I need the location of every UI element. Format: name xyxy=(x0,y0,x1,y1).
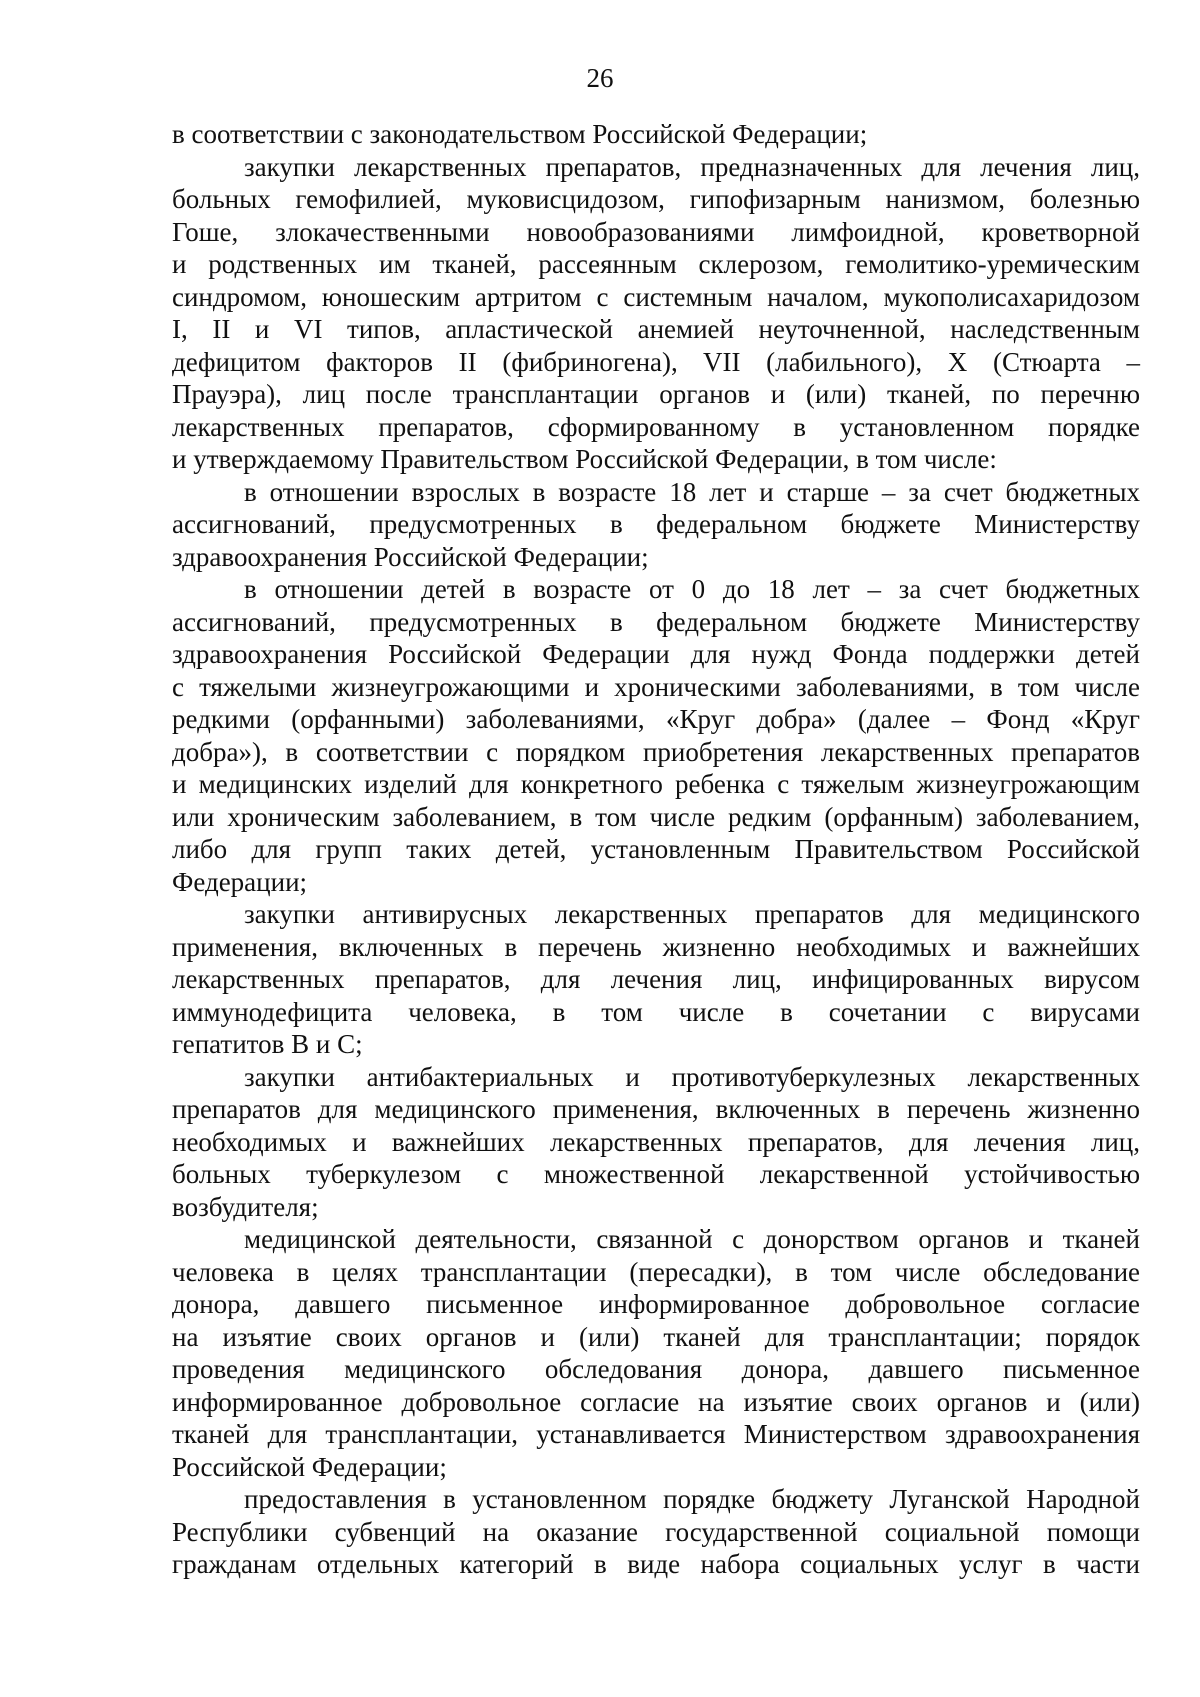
text-line: возбудителя; xyxy=(172,1191,319,1222)
text-line: ассигнований, предусмотренных в федеральном бюджете Министерству xyxy=(172,606,1140,637)
text-line: проведения медицинского обследования донора, давшего письменное xyxy=(172,1354,1140,1384)
text-line: гражданам отдельных категорий в виде набора социальных услуг в части xyxy=(172,1549,1140,1579)
text-line: или хроническим заболеванием, в том числе редким (орфанным) заболеванием, xyxy=(172,801,1140,832)
text-line: больных туберкулезом с множественной лекарственной устойчивостью xyxy=(172,1159,1140,1189)
text-line: препаратов для медицинского применения, включенных в перечень жизненно xyxy=(172,1094,1140,1124)
text-line: лекарственных препаратов, сформированному в установленном порядке xyxy=(172,411,1140,442)
text-line: закупки антивирусных лекарственных препаратов для медицинского xyxy=(244,899,1140,929)
text-line: иммунодефицита человека, в том числе в сочетании с вирусами xyxy=(172,996,1140,1027)
text-line: в соответствии с законодательством Российской Федерации; xyxy=(172,119,868,149)
text-line: человека в целях трансплантации (пересадки), в том числе обследование xyxy=(172,1256,1140,1287)
text-line: применения, включенных в перечень жизненно необходимых и важнейших xyxy=(172,931,1140,962)
text-line: тканей для трансплантации, устанавливается Министерством здравоохранения xyxy=(172,1419,1140,1449)
text-line: добра»), в соответствии с порядком приобретения лекарственных препаратов xyxy=(172,736,1140,767)
text-line: Российской Федерации; xyxy=(172,1451,447,1482)
document-body xyxy=(172,118,1140,1581)
text-line: медицинской деятельности, связанной с донорством органов и тканей xyxy=(244,1224,1140,1254)
text-line: Республики субвенций на оказание государственной социальной помощи xyxy=(172,1516,1140,1547)
text-line: гепатитов B и C; xyxy=(172,1029,363,1059)
text-line: закупки антибактериальных и противотуберкулезных лекарственных xyxy=(244,1061,1140,1092)
text-line: предоставления в установленном порядке бюджету Луганской Народной xyxy=(244,1484,1140,1514)
text-line: на изъятие своих органов и (или) тканей для трансплантации; порядок xyxy=(172,1321,1140,1352)
text-line: либо для групп таких детей, установленным Правительством Российской xyxy=(172,834,1140,864)
text-line: ассигнований, предусмотренных в федеральном бюджете Министерству xyxy=(172,509,1140,539)
text-line: Федерации; xyxy=(172,866,308,897)
text-line: Прауэра), лиц после трансплантации органов и (или) тканей, по перечню xyxy=(172,379,1140,409)
text-line: I, II и VI типов, апластической анемией неуточненной, наследственным xyxy=(172,314,1140,344)
text-line: донора, давшего письменное информированное добровольное согласие xyxy=(172,1289,1140,1319)
text-line: информированное добровольное согласие на изъятие своих органов и (или) xyxy=(172,1386,1140,1417)
text-line: редкими (орфанными) заболеваниями, «Круг добра» (далее – Фонд «Круг xyxy=(172,704,1140,734)
text-line: в отношении детей в возрасте от 0 до 18 лет – за счет бюджетных xyxy=(244,574,1140,604)
text-line: закупки лекарственных препаратов, предназначенных для лечения лиц, xyxy=(244,151,1140,182)
page-number: 26 xyxy=(586,63,614,93)
text-line: лекарственных препаратов, для лечения лиц, инфицированных вирусом xyxy=(172,964,1140,994)
text-line: здравоохранения Российской Федерации для нужд Фонда поддержки детей xyxy=(172,639,1140,669)
text-line: больных гемофилией, муковисцидозом, гипофизарным нанизмом, болезнью xyxy=(172,184,1140,214)
text-line: и родственных им тканей, рассеянным склерозом, гемолитико-уремическим xyxy=(172,249,1140,279)
text-line: и медицинских изделий для конкретного ребенка с тяжелым жизнеугрожающим xyxy=(172,769,1140,799)
text-line: необходимых и важнейших лекарственных препаратов, для лечения лиц, xyxy=(172,1126,1140,1157)
text-line: и утверждаемому Правительством Российской Федерации, в том числе: xyxy=(172,444,997,474)
text-line: здравоохранения Российской Федерации; xyxy=(172,541,649,572)
text-line: с тяжелыми жизнеугрожающими и хроническими заболеваниями, в том числе xyxy=(172,671,1140,702)
text-line: дефицитом факторов II (фибриногена), VII (лабильного), X (Стюарта – xyxy=(172,346,1140,377)
text-line: в отношении взрослых в возрасте 18 лет и старше – за счет бюджетных xyxy=(244,476,1140,507)
text-line: синдромом, юношеским артритом с системным началом, мукополисахаридозом xyxy=(172,281,1140,312)
text-line: Гоше, злокачественными новообразованиями лимфоидной, кроветворной xyxy=(172,216,1140,247)
